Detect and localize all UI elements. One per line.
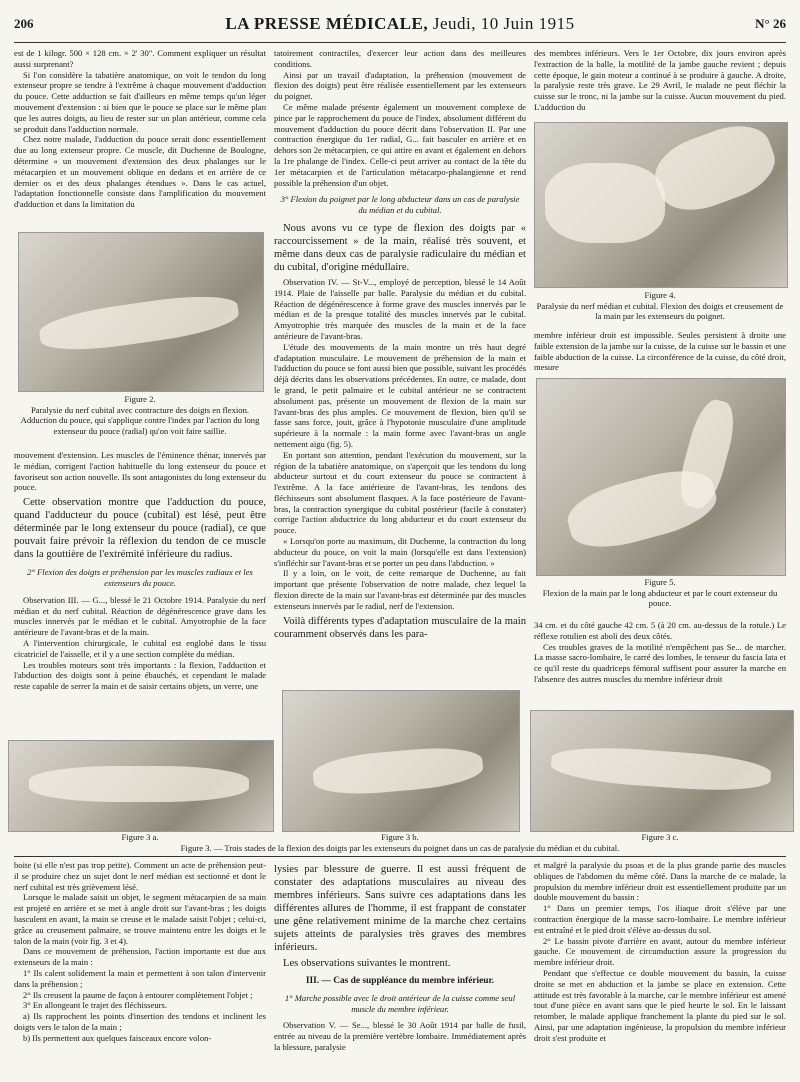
issue-number: N° 26 (755, 16, 786, 31)
figure-3c-photo (530, 710, 794, 832)
issue-date: Jeudi, 10 Juin 1915 (432, 14, 575, 33)
figure-2-photo (18, 232, 264, 392)
section-heading: 3° Flexion du poignet par le long abducteur dans un cas de paralysie du médian et du cubital. (280, 194, 520, 216)
paragraph: Ces troubles graves de la motilité n'empêchent pas Se... de marcher. La masse sacro-lombaire, le carré des lombes, le tenseur du fascia lata et ce qu'il reste du quadriceps fémoral suffisent pour assurer la marche en l'absence des autres muscles du membre inférieur droit (534, 641, 786, 684)
journal-name: LA PRESSE MÉDICALE, (225, 14, 429, 33)
figure-5-text: Flexion de la main par le long abducteur et par le court extenseur du pouce. (542, 587, 778, 608)
page-header (14, 16, 786, 42)
figure-3c-label: Figure 3 c. (641, 832, 679, 842)
figure-2-caption (16, 394, 264, 436)
paragraph: En portant son attention, pendant l'exécution du mouvement, sur la région de la tabatière anatomique, on s'aperçoit que les tendons du long abducteur surtout et du court extenseur du pouce se contractent à l'extrême. A la face antérieure de l'avant-bras, les tendons des fléchisseurs sont absolument flasques. A la face postérieure de l'avant-bras, la contraction synergique du cubital postérieur (facile à constater) corrige l'action abductrice du long abducteur et du court extenseur du pouce. (274, 449, 526, 536)
paragraph: 1° Dans un premier temps, l'os iliaque droit s'élève par une contraction énergique de la masse sacro-lombaire. Le membre inférieur est entraîné et le pied droit s'élève au-dessus du sol. (534, 903, 786, 935)
paragraph: A l'intervention chirurgicale, le cubital est englobé dans le tissu cicatriciel de l'aisselle, et il y a une section complète du médian. (14, 637, 266, 659)
column-1-middle (14, 450, 266, 736)
column-2-bottom (274, 860, 526, 1076)
column-3-bottom (534, 860, 786, 1076)
figure-5-caption (534, 577, 786, 609)
figure-3a-label: Figure 3 a. (121, 832, 159, 842)
paragraph: Cette observation montre que l'adduction du pouce, quand l'adducteur du pouce (cubital) est lésé, peut être déterminée par le long extenseur du pouce (radial), ce que pouvait faire prévoir la réflexion du tendon de ce muscle dans la gouttière de l'extrémité inférieure du radius. (14, 497, 266, 561)
figure-4-label: Figure 4. (644, 290, 676, 300)
header-rule (14, 42, 786, 43)
paragraph: 1° Ils calent solidement la main et permettent à son talon d'intervenir dans la préhension ; (14, 967, 266, 989)
paragraph: Nous avons vu ce type de flexion des doigts par « raccourcissement » de la main, réalisé très souvent, et même dans deux cas de paralysie radiculaire du médian et du cubital, d'origine médullaire. (274, 222, 526, 273)
column-1-bottom (14, 860, 266, 1076)
column-1-top (14, 48, 266, 228)
figure-4-text: Paralysie du nerf médian et cubital. Flexion des doigts et creusement de la main par les extenseurs du poignet. (536, 300, 784, 321)
figure-3b-label: Figure 3 b. (381, 832, 419, 842)
paragraph: des membres inférieurs. Vers le 1er Octobre, dix jours environ après l'extraction de la balle, la motilité de la jambe gauche revient ; depuis cette époque, le gain moteur a continué à se produire à gauche. A droite, la paralysie reste très grave. Le 29 Avril, le malade ne peut fléchir la cuisse sur le tronc, ni la jambe sur la cuisse. Aucun mouvement du pied. L'adduction du (534, 48, 786, 112)
column-2-top (274, 48, 526, 674)
column-3-top (534, 48, 786, 120)
page-number: 206 (14, 16, 34, 31)
paragraph: 34 cm. et du côté gauche 42 cm. 5 (à 20 cm. au-dessus de la rotule.) Le réflexe rotulien est aboli des deux côtés. (534, 620, 786, 641)
figure-3a-photo (8, 740, 274, 832)
paragraph: Si l'on considère la tabatière anatomique, on voit le tendon du long extenseur propre se tendre à l'extrême à chaque mouvement d'adduction du pouce. Cette adduction se fait d'ailleurs en même temps qu'un léger mouvement d'extension : si bien que le pouce se place sur le même plan que les autres doigts, au lieu de rester sur un plan antérieur, comme cela se produit dans l'adduction normale. (14, 69, 266, 134)
paragraph: a) Ils rapprochent les points d'insertion des tendons et inclinent les doigts vers le talon de la main ; (14, 1011, 266, 1032)
column-3-lower (534, 620, 786, 702)
paragraph: Pendant que s'effectue ce double mouvement du bassin, la cuisse droite se met en abduction et la jambe se place en extension. Cette attitude est très favorable à la marche, car le membre inférieur est amené tout d'une pièce en avant sans que le pied heurte le sol. En le laissant retomber, le malade applique franchement la plante du pied sur le sol. Ainsi, par une adaptation ingénieuse, la propulsion du membre inférieur droit s'est produite et (534, 967, 786, 1043)
column-3-middle (534, 330, 786, 374)
paragraph: tatoirement contractiles, d'exercer leur action dans des meilleures conditions. (274, 48, 526, 69)
paragraph: L'étude des mouvements de la main montre un très haut degré d'adaptation musculaire. Le mouvement de préhension de la main et l'adduction du pouce se font aussi bien que possible, suivant les procédés déjà décrits dans les observations précédentes. En outre, ce malade, dont le grand, le petit palmaire et le cubital antérieur ne se contractent absolument pas, présente un mouvement de flexion de la main sur l'avant-bras des plus amples. Ce mouvement de flexion, bien qu'il se fasse sans force, jouit, grâce à l'hypotonie musculaire d'une amplitude supérieure à la normale : la main forme avec l'avant-bras un angle nettement aigu (fig. 5). (274, 341, 526, 449)
section-heading: III. — Cas de suppléance du membre inférieur. (305, 976, 495, 986)
paragraph: mouvement d'extension. Les muscles de l'éminence thénar, innervés par le médian, corrigent l'action habituelle du long extenseur du pouce et favoriseut son action nouvelle. Ils sont antagonistes du long extenseur du pouce. (14, 450, 266, 493)
paragraph: Observation III. — G..., blessé le 21 Octobre 1914. Paralysie du nerf médian et du nerf cubital. Réaction de dégénérescence grave dans les muscles innervés par le médian et le cubital. Amyotrophie de la face antérieure de l'avant-bras et de la main. (14, 594, 266, 638)
section-heading: 2° Flexion des doigts et préhension par les muscles radiaux et les extenseurs du pouce. (27, 567, 253, 588)
paragraph: Observation IV. — St-V..., employé de perception, blessé le 14 Août 1914. Plaie de l'aisselle par balle. Paralysie du médian et du cubital. Réaction de dégénérescence à forme grave des muscles innervés par le médian et de la presque totalité des muscles innervés par le cubital. Amyotrophie très marquée des muscles de la main et de la face antérieure de l'avant-bras. (274, 276, 526, 341)
paragraph: Il y a loin, on le voit, de cette remarque de Duchenne, au fait important que présente l'observation de notre malade, chez lequel la flexion directe de la main sur l'avant-bras est déterminée par des muscles extenseurs innervés par le radial, nerf de l'extension. (274, 568, 526, 611)
paragraph: 3° En allongeant le trajet des fléchisseurs. (23, 1000, 167, 1011)
paragraph: Observation V. — Se..., blessé le 30 Août 1914 par balle de fusil, entrée au niveau de la première vertèbre lombaire. Immédiatement après la blessure, paralysie (274, 1020, 526, 1052)
figure-2-label: Figure 2. (124, 394, 156, 404)
paragraph: Ce même malade présente également un mouvement complexe de pince par le rapprochement du pouce de l'index, absolument différent du mouvement d'adduction du pouce décrit dans l'observation II. Par une contraction énergique du 1er radial, G... fait basculer en arrière et en dehors son 2e métacarpien, ce qui attire en avant et également en dehors la 1re phalange de l'index. Celle-ci peut arriver au contact de la tête du 1er métacarpien et de l'articulation métacarpo-phalangienne et rend possible la préhension d'un objet. (274, 101, 526, 188)
paragraph: Voilà différents types d'adaptation musculaire de la main couramment observés dans les para- (274, 615, 526, 640)
journal-title (14, 14, 786, 34)
paragraph: b) Ils permettent aux quelques faisceaux encore volon- (23, 1032, 212, 1043)
figure-3-caption: Figure 3. — Trois stades de la flexion des doigts par les extenseurs du poignet dans un cas de paralysie du médian et du cubital. (180, 843, 620, 853)
figure-3b-photo (282, 690, 520, 832)
paragraph: Les troubles moteurs sont très importants : la flexion, l'adduction et l'abduction des doigts sont à peine ébauchés, et cependant le malade reste capable de serrer la main et de saisir certains objets, un verre, une (14, 659, 266, 692)
subsection-heading: 1° Marche possible avec le droit antérieur de la cuisse comme seul muscle du membre inférieur. (284, 992, 516, 1014)
paragraph: Ainsi par un travail d'adaptation, la préhension (mouvement de flexion des doigts) peut être réalisée essentiellement par les extenseurs du poignet. (274, 69, 526, 102)
paragraph: Lorsque le malade saisit un objet, le segment métacarpien de sa main est projeté en arrière et se met à angle droit sur l'avant-bras ; les doigts basculent en avant, la main se creuse et le malade saisit l'objet ; celui-ci, grâce au creusement palmaire, se trouve maintenu entre les doigts et le talon de la main (voir fig. 3 et 4). (14, 892, 266, 946)
paragraph: membre inférieur droit est impossible. Seules persistent à droite une faible extension de la jambe sur la cuisse, de la cuisse sur le bassin et une faible abduction de la cuisse. La circonférence de la cuisse, du côté droit, mesure (534, 330, 786, 373)
paragraph: lysies par blessure de guerre. Il est aussi fréquent de constater des adaptations musculaires au niveau des membres inférieurs. Sans suivre ces adaptations dans les différentes allures de l'homme, il est frappant de constater une gêne relativement minime de la marche chez certains sujets atteints de paralysies très graves des membres inférieurs. (274, 864, 526, 953)
paragraph: et malgré la paralysie du psoas et de la plus grande partie des muscles obliques de l'abdomen du même côté. Dans la marche de ce malade, la propulsion du membre inférieur droit est essentiellement produite par un double mouvement du bassin : (534, 860, 786, 903)
paragraph: 2° Ils creusent la paume de façon à entourer complètement l'objet ; (23, 989, 253, 1000)
paragraph: 2° Le bassin pivote d'arrière en avant, autour du membre inférieur gauche. Ce mouvement de circumduction assure la progression du membre inférieur droit. (534, 935, 786, 968)
figure-4-photo (534, 122, 788, 288)
paragraph: Les observations suivantes le montrent. (283, 958, 451, 969)
paragraph: « Lorsqu'on porte au maximum, dit Duchenne, la contraction du long abducteur du pouce, on voit la main (lorsqu'elle est dans l'extension) s'infléchir sur l'avant-bras et se porter un peu dans l'abduction. » (274, 536, 526, 568)
paragraph: est de 1 kilogr. 500 × 128 cm. × 2' 30". Comment expliquer un résultat aussi surprenant? (14, 48, 266, 69)
figure-rule (14, 856, 786, 857)
figure-5-photo (536, 378, 786, 576)
paragraph: boite (si elle n'est pas trop petite). Comment un acte de préhension peut-il se produire chez un sujet dont le nerf médian est sectionné et dont le nerf cubital est très grièvement lésé. (14, 860, 266, 892)
figure-5-label: Figure 5. (644, 577, 676, 587)
paragraph: Chez notre malade, l'adduction du pouce serait donc essentiellement due au long extenseur propre. Ce muscle, dit Duchenne de Boulogne, détermine « un mouvement d'extension des deux phalanges sur le métacarpien et un mouvement oblique en dedans et en arrière de ce dernier os et des deux phalanges étendues ». Dans le cas actuel, l'adaptation fonctionnelle consiste dans l'amplification du mouvement d'adduction et dans la limitation du (14, 134, 266, 210)
figure-4-caption (534, 290, 786, 322)
figure-2-text: Paralysie du nerf cubital avec contracture des doigts en flexion. Adduction du pouce, qui s'applique contre l'index par l'action du long extenseur du pouce (radial) qu'on voit faire saillie. (20, 404, 260, 436)
paragraph: Dans ce mouvement de préhension, l'action importante est due aux extenseurs de la main : (14, 946, 266, 968)
